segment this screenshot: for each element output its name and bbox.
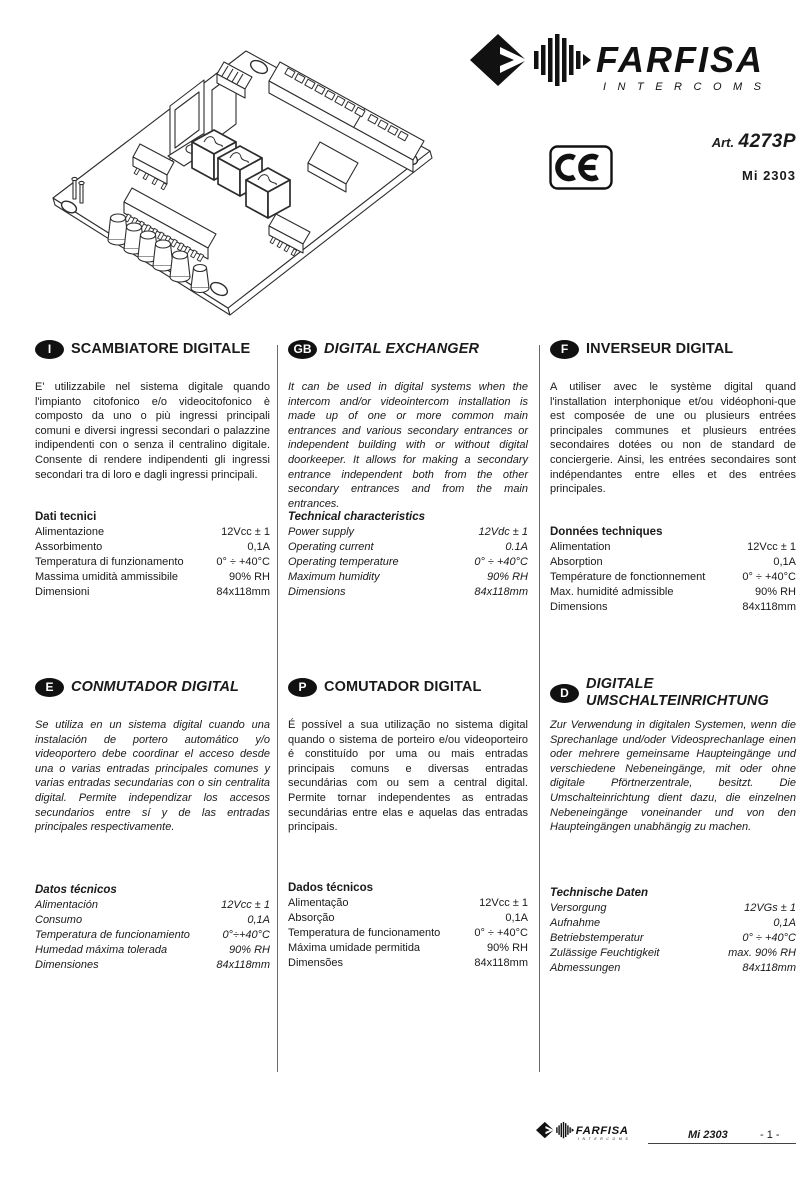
article-label: Art.: [711, 135, 735, 150]
tech-label: Maximum humidity: [288, 571, 380, 583]
tech-row: [550, 600, 796, 615]
section-title-line1: DIGITALE: [586, 676, 654, 692]
farfisa-logo: [470, 34, 800, 103]
tech-row: [550, 916, 796, 931]
section-title: [586, 676, 769, 710]
tech-label: Máxima umidade permitida: [288, 942, 421, 954]
tech-label: Power supply: [288, 526, 355, 538]
section-spanish: [35, 676, 270, 1076]
tech-label: Alimentación: [35, 899, 98, 911]
tech-value: 12Vcc ± 1: [221, 899, 270, 911]
tech-label: Dimensiones: [35, 959, 99, 971]
tech-value: 0° ÷ +40°C: [474, 556, 528, 568]
section-header: [550, 676, 796, 710]
tech-label: Temperatura di funzionamento: [35, 556, 184, 568]
tech-value: 84x118mm: [742, 962, 796, 974]
tech-label: Dimensioni: [35, 586, 90, 598]
section-portuguese: [288, 676, 528, 1076]
tech-value: 90% RH: [229, 944, 270, 956]
tech-value: 12VGs ± 1: [744, 902, 796, 914]
article-value: 4273P: [738, 131, 796, 152]
tech-data-title: Technische Daten: [550, 887, 648, 899]
farfisa-logo-mark: [470, 34, 591, 86]
tech-data-block: [288, 511, 528, 600]
tech-label: Betriebstemperatur: [550, 932, 644, 944]
pcb-illustration: [28, 18, 453, 323]
tech-value: 0° ÷ +40°C: [742, 571, 796, 583]
tech-row: [35, 585, 270, 600]
tech-label: Zulässige Feuchtigkeit: [550, 947, 660, 959]
tech-data-title: Dati tecnici: [35, 511, 97, 523]
tech-row: [550, 961, 796, 976]
tech-value: 90% RH: [487, 571, 528, 583]
tech-row: [288, 926, 528, 941]
brand-name: FARFISA: [575, 1124, 629, 1137]
tech-label: Absorption: [550, 556, 603, 568]
section-title-line2: UMSCHALTEINRICHTUNG: [586, 693, 769, 709]
tech-value: 0,1A: [247, 914, 270, 926]
section-italian: [35, 338, 270, 676]
language-badge-d: D: [550, 684, 579, 703]
tech-row: [550, 555, 796, 570]
tech-label: Dimensions: [550, 601, 608, 613]
section-body: A utiliser avec le système digital quand l'installation interphonique et/ou vidéophoni-que est composée de une ou plusieurs entrées principales communes et plusieurs entrées secondaires dotées ou non de standard de conciergerie. Ainsi, les entrées secondaires sont indépendantes entre elles et des entrées principales.: [550, 381, 796, 496]
tech-label: Alimentation: [550, 541, 611, 553]
tech-value: 12Vcc ± 1: [747, 541, 796, 553]
section-german: [550, 676, 796, 1076]
section-header: [288, 676, 528, 698]
tech-label: Abmessungen: [550, 962, 621, 974]
footer-rule: [648, 1143, 796, 1144]
tech-value: 90% RH: [487, 942, 528, 954]
tech-row: [550, 946, 796, 961]
tech-row: [35, 958, 270, 973]
tech-row: [550, 931, 796, 946]
tech-data-block: [35, 884, 270, 973]
tech-value: 84x118mm: [474, 957, 528, 969]
tech-value: 12Vdc ± 1: [478, 526, 528, 538]
section-header: [35, 338, 270, 360]
tech-row: [35, 913, 270, 928]
language-badge-f: F: [550, 340, 579, 359]
tech-value: 0,1A: [247, 541, 270, 553]
tech-row: [288, 956, 528, 971]
tech-value: 84x118mm: [216, 586, 270, 598]
footer-doc-code: Mi 2303: [688, 1129, 728, 1141]
tech-value: 84x118mm: [742, 601, 796, 613]
tech-value: 0,1A: [773, 917, 796, 929]
section-body: Zur Verwendung in digitalen Systemen, wenn die Sprechanlage und/oder Videosprechanlage einen oder mehrere gemeinsame Haupteingänge und verschiedene Nebeneingänge, mit oder ohne digitale Pförtnerzentrale, besitzt. Die Umschalteinrichtung dient dazu, die einzelnen Nebeneingänge voneinander und von den Haupteingängen unabhängig zu machen.: [550, 719, 796, 834]
tech-row: [288, 525, 528, 540]
section-body: É possível a sua utilização no sistema digital quando o sistema de porteiro e/ou videoporteiro é constituído por uma ou mais entradas principais comuns e diversas entradas secundárias com ou sem a central digital. Permite tornar independentes as entradas secundárias entre elas e aquelas das entradas principais.: [288, 719, 528, 834]
tech-value: 12Vcc ± 1: [221, 526, 270, 538]
tech-row: [550, 901, 796, 916]
ce-mark-icon: [549, 145, 613, 195]
farfisa-logo-footer: [536, 1120, 640, 1149]
section-title: INVERSEUR DIGITAL: [586, 341, 734, 357]
tech-value: max. 90% RH: [728, 947, 796, 959]
tech-data-title: Dados técnicos: [288, 882, 373, 894]
tech-value: 0.1A: [505, 541, 528, 553]
tech-data-block: [35, 511, 270, 600]
section-header: [288, 338, 528, 360]
tech-row: [550, 585, 796, 600]
tech-label: Temperatura de funcionamiento: [35, 929, 190, 941]
language-badge-p: P: [288, 678, 317, 697]
tech-label: Versorgung: [550, 902, 607, 914]
tech-value: 84x118mm: [474, 586, 528, 598]
language-badge-gb: GB: [288, 340, 317, 359]
tech-label: Massima umidità ammissibile: [35, 571, 179, 583]
article-number: [630, 131, 796, 153]
column-divider: [539, 345, 540, 1072]
tech-label: Temperatura de funcionamento: [288, 927, 441, 939]
tech-value: 84x118mm: [216, 959, 270, 971]
section-body: Se utiliza en un sistema digital cuando una instalación de portero automático y/o videoportero debe coordinar el acceso desde una o varias entradas principales comunes y varias entradas secundarias con o sin centralita digital. Permite independizar los accesos secundarios entre sí y de las entradas principales respectivamente.: [35, 719, 270, 834]
tech-value: 90% RH: [229, 571, 270, 583]
tech-row: [288, 540, 528, 555]
tech-data-block: [550, 526, 796, 615]
tech-row: [35, 555, 270, 570]
tech-row: [35, 943, 270, 958]
language-badge-it: I: [35, 340, 64, 359]
tech-label: Absorção: [288, 912, 335, 924]
tech-row: [35, 525, 270, 540]
tech-label: Alimentação: [288, 897, 349, 909]
section-title: SCAMBIATORE DIGITALE: [71, 341, 251, 357]
section-french: [550, 338, 796, 676]
tech-row: [550, 540, 796, 555]
tech-data-title: Technical characteristics: [288, 511, 426, 523]
tech-label: Operating current: [288, 541, 374, 553]
tech-row: [35, 570, 270, 585]
section-body: It can be used in digital systems when the intercom and/or videointercom installation is made up of one or more common main entrances and various secondary entrances or independent building with or without digital doorkeeper. It allows for making a secondary entrance independent both from the other secondary entrances and from the main entrances.: [288, 381, 528, 510]
brand-name: FARFISA: [596, 39, 765, 80]
tech-label: Consumo: [35, 914, 83, 926]
tech-label: Alimentazione: [35, 526, 105, 538]
tech-label: Operating temperature: [288, 556, 399, 568]
tech-value: 90% RH: [755, 586, 796, 598]
tech-data-block: [288, 882, 528, 971]
doc-code: Mi 2303: [742, 168, 796, 183]
tech-row: [35, 540, 270, 555]
section-title: DIGITAL EXCHANGER: [324, 341, 480, 357]
column-divider: [277, 345, 278, 1072]
tech-data-title: Datos técnicos: [35, 884, 117, 896]
section-body: E' utilizzabile nel sistema digitale quando l'impianto citofonico e/o videocitofonico è composto da uno o più ingressi principali comuni e diversi ingressi secondari o palazzine indipendenti con o senza il centralino digitale. Consente di rendere indipendenti gli ingressi secondari tra di loro e dagli ingressi principali.: [35, 381, 270, 481]
tech-data-title: Données techniques: [550, 526, 663, 538]
tech-value: 0,1A: [505, 912, 528, 924]
tech-label: Assorbimento: [35, 541, 103, 553]
tech-row: [288, 896, 528, 911]
tech-label: Max. humidité admissible: [550, 586, 674, 598]
section-title: COMUTADOR DIGITAL: [324, 679, 482, 695]
tech-row: [288, 941, 528, 956]
tech-data-block: [550, 887, 796, 976]
tech-value: 0° ÷ +40°C: [742, 932, 796, 944]
tech-value: 0° ÷ +40°C: [474, 927, 528, 939]
brand-subtitle: INTERCOMS: [577, 1136, 632, 1141]
footer-page-number: - 1 -: [760, 1129, 780, 1141]
tech-value: 12Vcc ± 1: [479, 897, 528, 909]
tech-row: [35, 928, 270, 943]
tech-label: Humedad máxima tolerada: [35, 944, 168, 956]
tech-value: 0°÷+40°C: [222, 929, 270, 941]
tech-label: Dimensions: [288, 586, 346, 598]
brand-subtitle: INTERCOMS: [603, 81, 773, 93]
section-title: CONMUTADOR DIGITAL: [71, 679, 239, 695]
tech-row: [550, 570, 796, 585]
tech-label: Dimensões: [288, 957, 344, 969]
tech-value: 0,1A: [773, 556, 796, 568]
tech-row: [288, 911, 528, 926]
tech-label: Aufnahme: [550, 917, 601, 929]
tech-value: 0° ÷ +40°C: [216, 556, 270, 568]
tech-row: [288, 585, 528, 600]
section-header: [550, 338, 796, 360]
section-header: [35, 676, 270, 698]
tech-row: [288, 570, 528, 585]
tech-label: Température de fonctionnement: [550, 571, 706, 583]
tech-row: [35, 898, 270, 913]
section-english: [288, 338, 528, 676]
language-badge-e: E: [35, 678, 64, 697]
tech-row: [288, 555, 528, 570]
